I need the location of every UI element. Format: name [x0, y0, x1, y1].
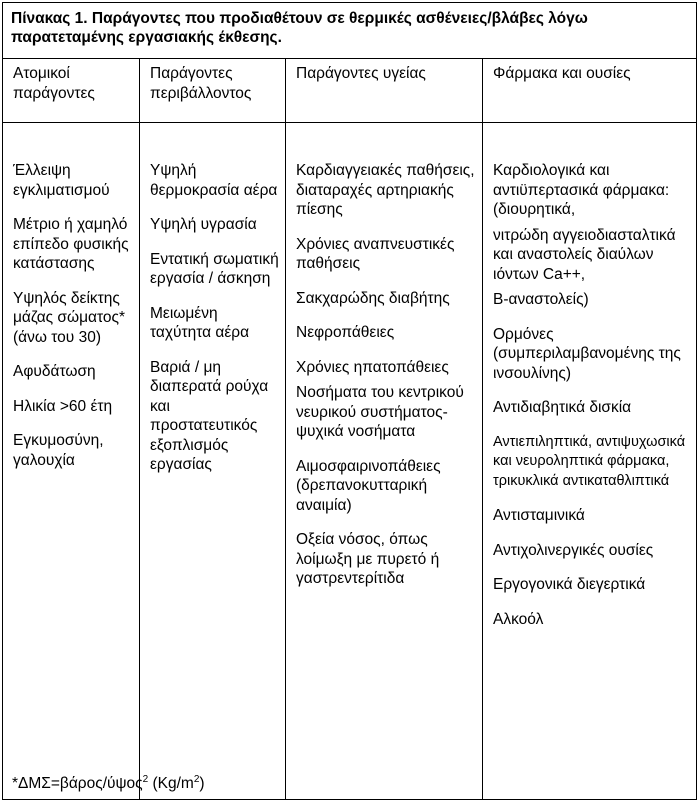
table-columns	[3, 59, 696, 799]
footnote-unit-sup: 2	[193, 774, 200, 785]
list-item: Σακχαρώδης διαβήτης	[296, 289, 450, 307]
footnote-unit: (Kg/m	[148, 775, 194, 793]
column-header: Παράγοντες περιβάλλοντος	[140, 59, 285, 123]
list-item: Ηλικία >60 έτη	[13, 397, 113, 415]
list-item: Έλλειψη εγκλιματισμού	[13, 162, 110, 199]
column-environment-factors	[140, 59, 286, 799]
column-health-factors	[286, 59, 483, 799]
list-item: Βαριά / μη διαπερατά ρούχα και προστατευτικός εξοπλισμός εργασίας	[150, 358, 269, 473]
column-header: Παράγοντες υγείας	[286, 59, 482, 123]
list-item: Ορμόνες (συμπεριλαμβανομένης της ινσουλίνης)	[493, 325, 681, 382]
list-item: Εντατική σωματική εργασία / άσκηση	[150, 250, 279, 287]
column-body	[286, 123, 482, 589]
list-item: Αλκοόλ	[493, 610, 544, 628]
list-item: Υψηλή υγρασία	[150, 216, 257, 233]
list-item: Αιμοσφαιρινοπάθειες (δρεπανοκυτταρική αναιμία)	[296, 457, 441, 514]
factors-table	[2, 2, 697, 800]
column-header: Φάρμακα και ουσίες	[483, 59, 696, 123]
footnote-text: *ΔΜΣ=βάρος/ύψος	[12, 775, 143, 793]
list-item: Β-αναστολείς)	[493, 291, 589, 308]
list-item: Υψηλή θερμοκρασία αέρα	[150, 162, 278, 199]
footnote	[12, 774, 205, 793]
list-item: Νοσήματα του κεντρικού νευρικού συστήματος-ψυχικά νοσήματα	[296, 384, 464, 440]
list-item: Χρόνιες αναπνευστικές παθήσεις	[296, 235, 455, 272]
column-header: Ατομικοί παράγοντες	[3, 59, 139, 123]
list-item: Οξεία νόσος, όπως λοίμωξη με πυρετό ή γαστρεντερίτιδα	[296, 531, 440, 587]
column-body	[140, 123, 285, 475]
column-drugs-substances	[483, 59, 696, 799]
column-body	[483, 123, 696, 629]
footnote-sup: 2	[142, 774, 149, 785]
list-item: Εγκυμοσύνη, γαλουχία	[13, 432, 104, 469]
list-item: νιτρώδη αγγειοδιασταλτικά και αναστολείς διαύλων ιόντων Ca++,	[493, 226, 676, 283]
list-item: Νεφροπάθειες	[296, 324, 395, 341]
list-item: Αντιεπιληπτικά, αντιψυχωσικά και νευροληπτικά φάρμακα, τρικυκλικά αντικαταθλιπτικά	[493, 433, 686, 489]
column-individual-factors	[3, 59, 140, 799]
list-item: Χρόνιες ηπατοπάθειες	[296, 358, 449, 376]
list-item: Μειωμένη ταχύτητα αέρα	[150, 304, 250, 341]
list-item: Αντισταμινικά	[493, 507, 585, 524]
list-item: Αντιχολινεργικές ουσίες	[493, 541, 654, 559]
column-body	[3, 123, 139, 470]
list-item: Υψηλός δείκτης μάζας σώματος* (άνω του 30)	[13, 289, 126, 346]
table-title: Πίνακας 1. Παράγοντες που προδιαθέτουν σε θερμικές ασθένειες/βλάβες λόγω παρατεταμένης εργασιακής έκθεσης.	[3, 3, 696, 59]
list-item: Καρδιαγγειακές παθήσεις, διαταραχές αρτηριακής πίεσης	[296, 162, 475, 218]
list-item: Αντιδιαβητικά δισκία	[493, 399, 632, 416]
list-item: Μέτριο ή χαμηλό επίπεδο φυσικής κατάστασης	[13, 216, 129, 272]
footnote-close: )	[199, 775, 205, 793]
list-item: Καρδιολογικά και αντιϋπερτασικά φάρμακα: (διουρητικά,	[493, 162, 670, 218]
list-item: Αφυδάτωση	[13, 363, 96, 380]
list-item: Εργογονικά διεγερτικά	[493, 576, 646, 593]
